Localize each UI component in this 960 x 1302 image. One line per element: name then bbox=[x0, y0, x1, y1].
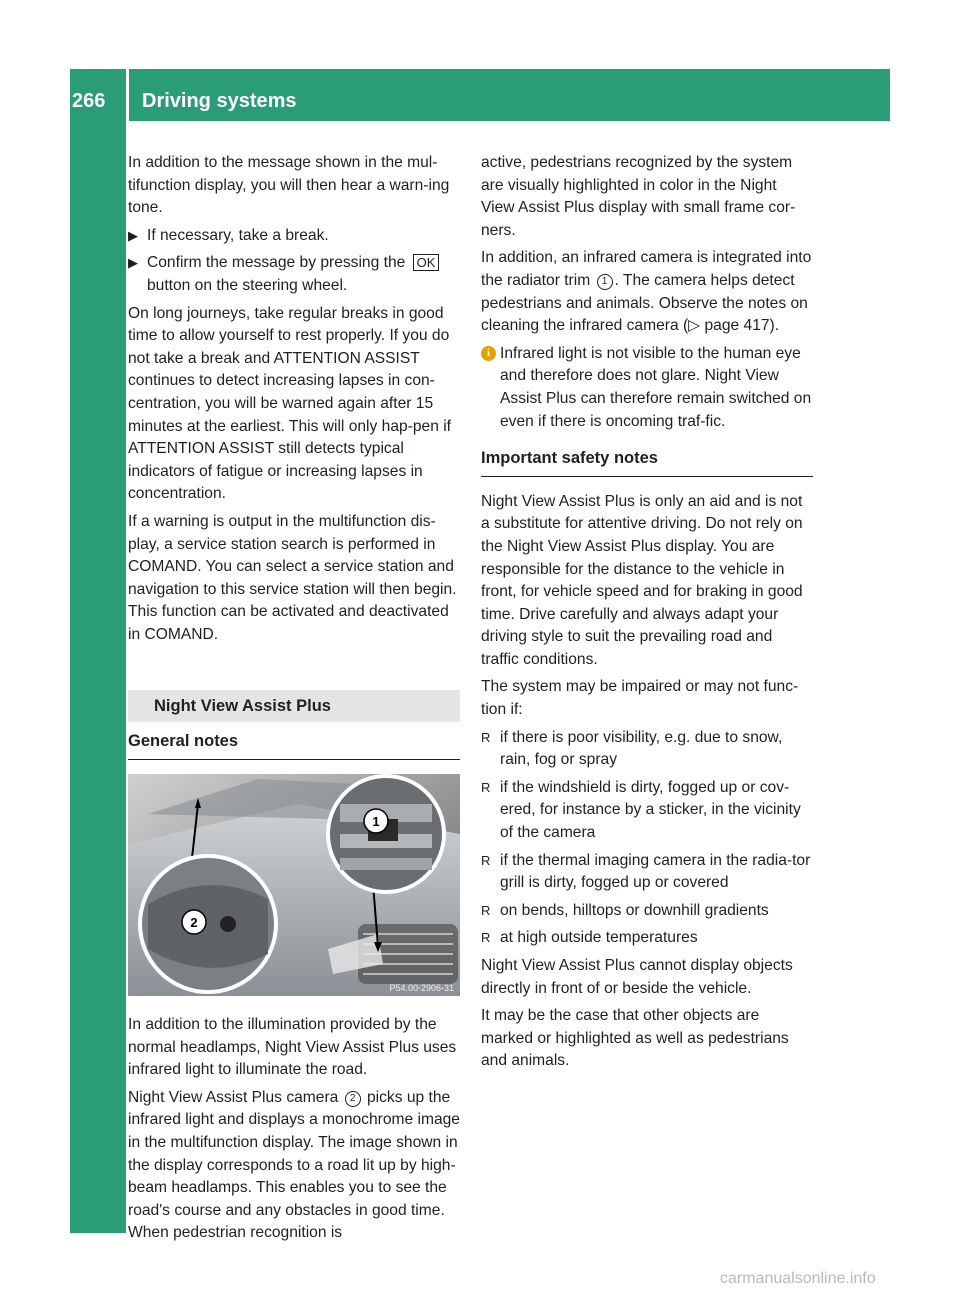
section-title: Driving systems bbox=[142, 90, 297, 112]
paragraph: Night View Assist Plus cannot display objects directly in front of or beside the vehicle. bbox=[481, 957, 793, 997]
paragraph: It may be the case that other objects are marked or highlighted as well as pedestrians and animals. bbox=[481, 1007, 789, 1070]
callout-2: 2 bbox=[190, 915, 198, 931]
paragraph: The system may be impaired or may not func-tion if: bbox=[481, 678, 799, 719]
paragraph: In addition to the message shown in the mul-tifunction display, you will then hear a warn-ing tone. bbox=[128, 154, 450, 217]
heading-night-view: Night View Assist Plus bbox=[128, 690, 460, 722]
bullet-icon: R bbox=[481, 852, 491, 868]
paragraph: active, pedestrians recognized by the system are visually highlighted in color in the Night View Assist Plus display with small frame cor-ners. bbox=[481, 154, 796, 239]
bullet-icon: R bbox=[481, 930, 491, 946]
side-label-text: Driving and parking bbox=[86, 386, 109, 574]
list-item: R if the windshield is dirty, fogged up or cov-ered, for instance by a sticker, in the vicinity of the camera bbox=[481, 778, 801, 842]
side-bar bbox=[70, 121, 126, 1233]
callout-ref-2: 2 bbox=[345, 1091, 361, 1107]
vehicle-photo bbox=[128, 774, 460, 996]
list-item: R on bends, hilltops or downhill gradients bbox=[481, 900, 813, 923]
page-reference: (▷ page 417). bbox=[682, 317, 780, 335]
info-note: i Infrared light is not visible to the human eye and therefore does not glare. Night View Assist Plus can therefore remain switched on even if there is oncoming traf-fic. bbox=[481, 343, 813, 433]
paragraph: In addition, an infrared camera is integrated into the radiator trim 1 . The camera helps detect pedestrians and animals. Observe the notes on cleaning the infrared camera (▷ page 417). bbox=[481, 249, 812, 335]
list-item: R at high outside temperatures bbox=[481, 927, 813, 950]
heading-general-notes: General notes bbox=[128, 730, 460, 760]
callout-ref-1: 1 bbox=[597, 274, 613, 290]
arrow-icon: ▶ bbox=[128, 227, 138, 243]
left-column bbox=[128, 152, 460, 1250]
page-number: 266 bbox=[72, 90, 106, 112]
heading-safety-notes: Important safety notes bbox=[481, 447, 813, 477]
paragraph: If a warning is output in the multifunction dis-play, a service station search is performed in COMAND. You can select a service station and navigation to this service station will then begin. This function can be activated and deactivated in COMAND. bbox=[128, 512, 457, 643]
step-item: ▶ Confirm the message by pressing the OK button on the steering wheel. bbox=[128, 252, 460, 297]
callout-1: 1 bbox=[372, 814, 380, 830]
footer-watermark: carmanualsonline.info bbox=[720, 1270, 876, 1287]
header-divider bbox=[126, 69, 129, 121]
ok-key: OK bbox=[413, 254, 440, 271]
bullet-icon: R bbox=[481, 729, 491, 745]
right-column bbox=[481, 152, 813, 1078]
bullet-icon: R bbox=[481, 902, 491, 918]
arrow-icon: ▶ bbox=[128, 255, 138, 271]
paragraph: Night View Assist Plus camera 2 picks up the infrared light and displays a monochrome image in the multifunction display. The image shown in the display corresponds to a road lit up by high-beam headlamps. This enables you to see the road's course and any obstacles in good time. When pedestrian recognition is bbox=[128, 1088, 460, 1242]
list-item: R if there is poor visibility, e.g. due to snow, rain, fog or spray bbox=[481, 728, 783, 769]
paragraph: In addition to the illumination provided by the normal headlamps, Night View Assist Plus uses infrared light to illuminate the road. bbox=[128, 1016, 457, 1079]
paragraph: Night View Assist Plus is only an aid and is not a substitute for attentive driving. Do not rely on the Night View Assist Plus display. You are responsible for the distance to the vehicle in front, for vehicle speed and for braking in good time. Drive carefully and always adapt your driving style to suit the prevailing road and traffic conditions. bbox=[481, 492, 803, 668]
list-item: R if the thermal imaging camera in the radia-tor grill is dirty, fogged up or covered bbox=[481, 851, 811, 892]
vehicle-illustration bbox=[128, 774, 460, 996]
step-item: ▶ If necessary, take a break. bbox=[128, 225, 460, 248]
image-code: P54.00-2906-31 bbox=[389, 983, 454, 994]
info-icon: i bbox=[481, 346, 496, 361]
bullet-icon: R bbox=[481, 779, 491, 795]
paragraph: On long journeys, take regular breaks in good time to allow yourself to rest properly. If you do not take a break and ATTENTION ASSIST continues to detect increasing lapses in con-centration, you will be warned again after 15 minutes at the earliest. This will only hap-pen if ATTENTION ASSIST still detects typical indicators of fatigue or increasing lapses in concentration. bbox=[128, 304, 452, 503]
